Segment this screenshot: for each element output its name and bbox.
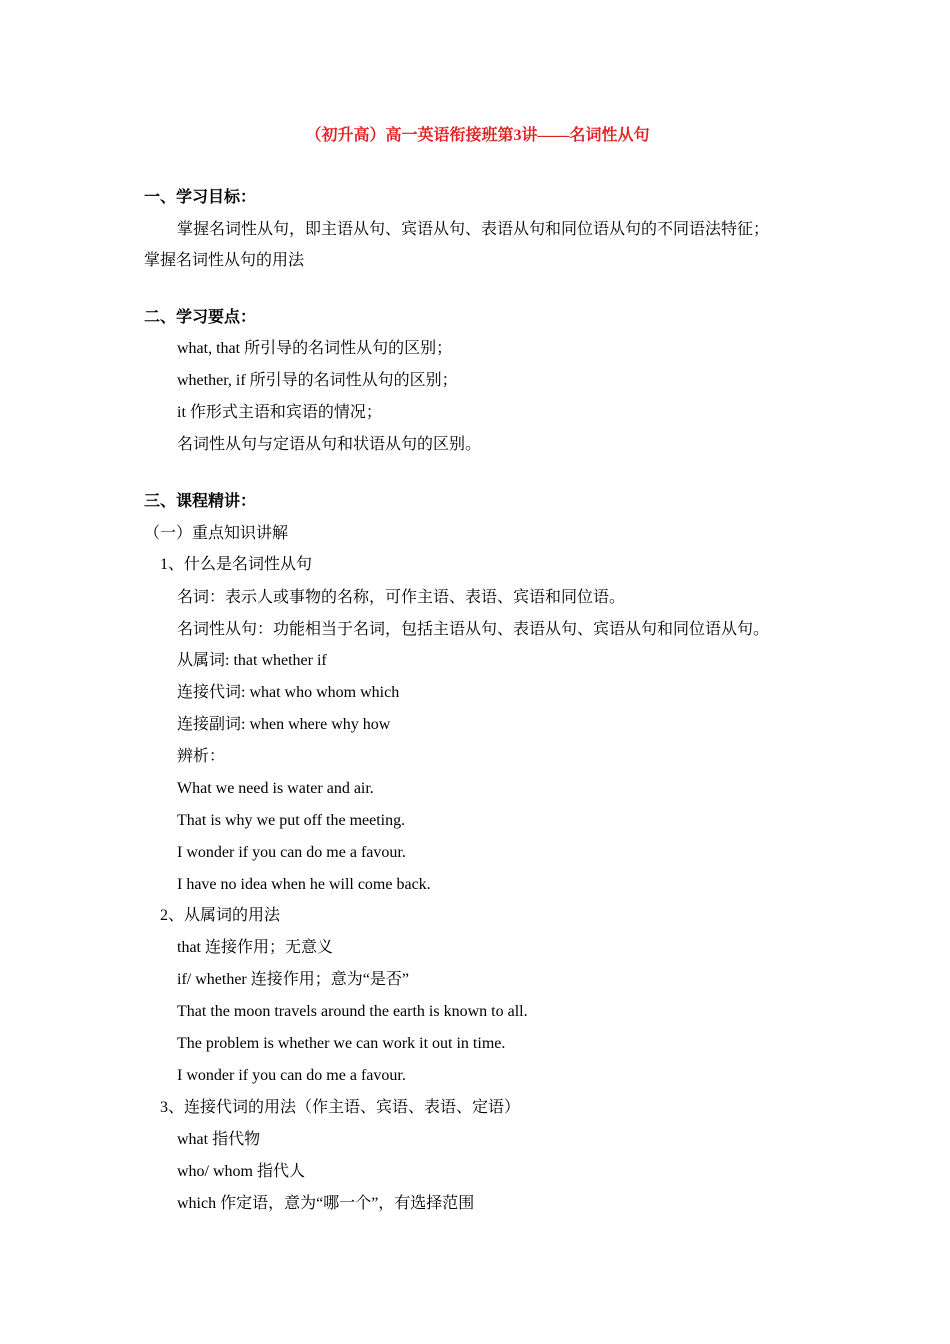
part1-line: 名词性从句：功能相当于名词，包括主语从句、表语从句、宾语从句和同位语从句。 <box>177 621 770 638</box>
part1-line: 连接代词: what who whom which <box>177 684 400 701</box>
example-sentence: That the moon travels around the earth is known to all. <box>177 1003 528 1020</box>
key-point-item: 名词性从句与定语从句和状语从句的区别。 <box>177 436 482 453</box>
part3-line: what 指代物 <box>177 1131 261 1148</box>
key-point-item: what, that 所引导的名词性从句的区别； <box>177 340 453 357</box>
key-point-item: it 作形式主语和宾语的情况； <box>177 404 382 421</box>
section-heading-key-points: 二、学习要点： <box>144 309 257 326</box>
part-title-1: 1、什么是名词性从句 <box>160 556 313 573</box>
part1-line: 名词：表示人或事物的名称，可作主语、表语、宾语和同位语。 <box>177 589 626 606</box>
goals-text-line-2: 掌握名词性从句的用法 <box>144 252 305 269</box>
key-point-item: whether, if 所引导的名词性从句的区别； <box>177 372 458 389</box>
document-title: （初升高）高一英语衔接班第3讲——名词性从句 <box>305 127 650 144</box>
example-sentence: The problem is whether we can work it out in time. <box>177 1035 506 1052</box>
example-sentence: I wonder if you can do me a favour. <box>177 1067 406 1084</box>
example-sentence: That is why we put off the meeting. <box>177 812 406 829</box>
part2-line: if/ whether 连接作用；意为“是否” <box>177 971 409 988</box>
example-sentence: I wonder if you can do me a favour. <box>177 844 406 861</box>
part3-line: who/ whom 指代人 <box>177 1163 306 1180</box>
part2-line: that 连接作用；无意义 <box>177 939 333 956</box>
section-heading-course: 三、课程精讲： <box>144 493 257 510</box>
part1-line: 辨析： <box>177 748 226 765</box>
example-sentence: What we need is water and air. <box>177 780 374 797</box>
part1-line: 从属词: that whether if <box>177 652 327 669</box>
part-title-3: 3、连接代词的用法（作主语、宾语、表语、定语） <box>160 1099 521 1116</box>
part-title-2: 2、从属词的用法 <box>160 907 281 924</box>
part3-line: which 作定语，意为“哪一个”，有选择范围 <box>177 1195 475 1212</box>
part1-line: 连接副词: when where why how <box>177 716 391 733</box>
subsection-heading: （一）重点知识讲解 <box>144 525 289 542</box>
example-sentence: I have no idea when he will come back. <box>177 876 431 893</box>
section-heading-goals: 一、学习目标： <box>144 189 257 206</box>
goals-text-line-1: 掌握名词性从句，即主语从句、宾语从句、表语从句和同位语从句的不同语法特征； <box>177 221 770 238</box>
